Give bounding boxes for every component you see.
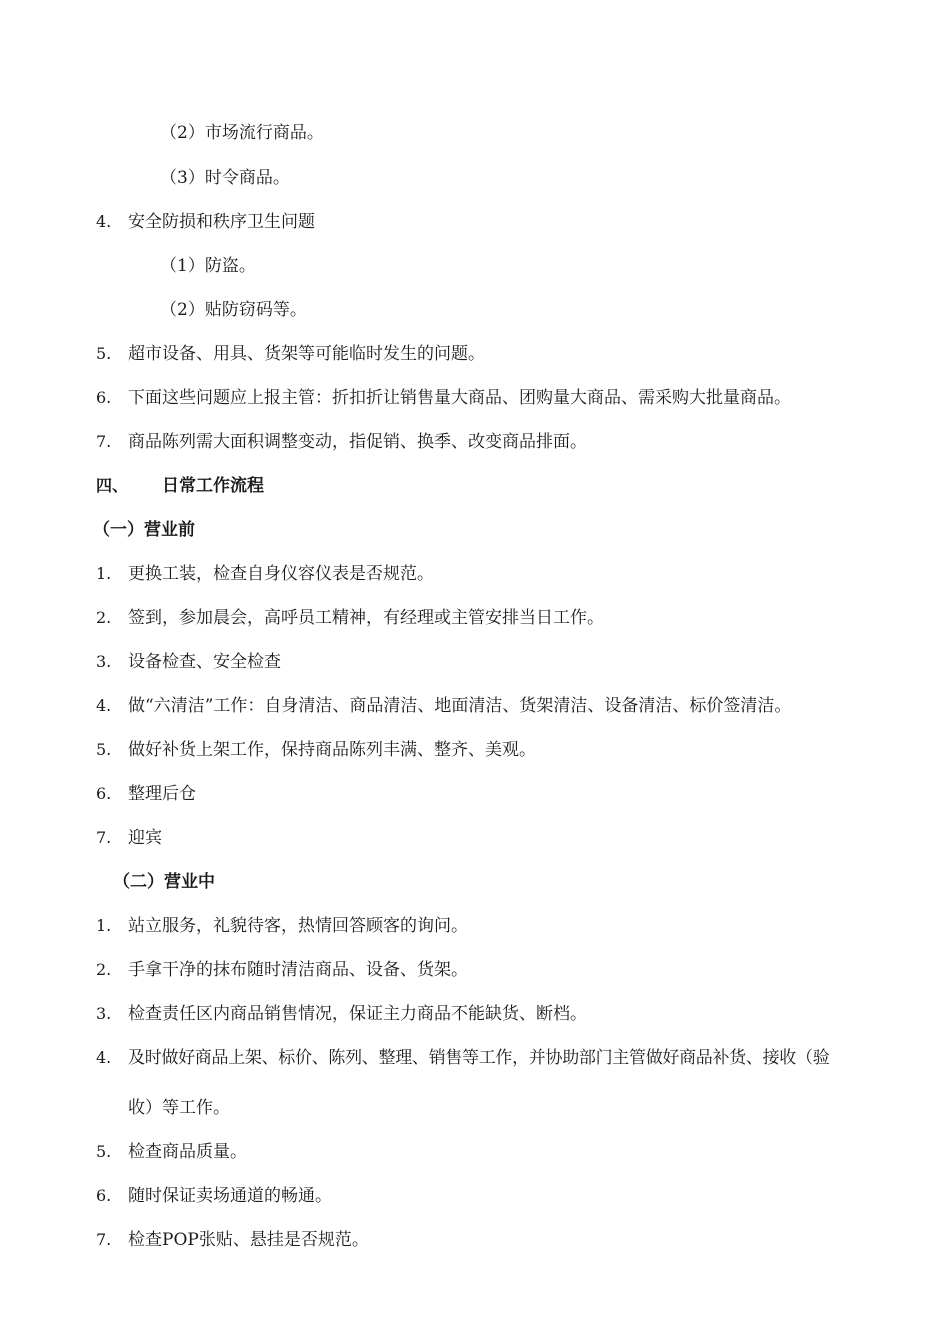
- item-number: 1.: [96, 564, 112, 583]
- item-text: 收）等工作。: [128, 1098, 230, 1118]
- item-text: 下面这些问题应上报主管：折扣折让销售量大商品、团购量大商品、需采购大批量商品。: [128, 388, 791, 408]
- item-text: 签到，参加晨会，高呼员工精神，有经理或主管安排当日工作。: [128, 608, 604, 628]
- heading-text: （二）营业中: [113, 872, 215, 892]
- heading-number: 四、: [96, 476, 129, 495]
- item-text: 做好补货上架工作，保持商品陈列丰满、整齐、美观。: [128, 740, 536, 760]
- item-text: 手拿干净的抹布随时清洁商品、设备、货架。: [128, 960, 468, 980]
- item-text: （3）时令商品。: [160, 168, 290, 188]
- item-text: 设备检查、安全检查: [128, 652, 281, 672]
- item-text: 超市设备、用具、货架等可能临时发生的问题。: [128, 344, 485, 364]
- item-text: 商品陈列需大面积调整变动，指促销、换季、改变商品排面。: [128, 432, 587, 452]
- item-text: 检查责任区内商品销售情况，保证主力商品不能缺货、断档。: [128, 1004, 587, 1024]
- item-text: 做“六清洁”工作：自身清洁、商品清洁、地面清洁、货架清洁、设备清洁、标价签清洁。: [128, 696, 792, 716]
- item-number: 4.: [96, 696, 112, 715]
- item-number: 6.: [96, 1186, 112, 1205]
- item-number: 5.: [96, 1142, 112, 1161]
- item-number: 6.: [96, 784, 112, 803]
- item-text: 迎宾: [128, 828, 162, 848]
- item-text: （2）贴防窃码等。: [160, 300, 307, 320]
- item-number: 3.: [96, 1004, 112, 1023]
- item-number: 3.: [96, 652, 112, 671]
- item-number: 7.: [96, 432, 112, 451]
- item-number: 4.: [96, 1048, 112, 1067]
- item-number: 4.: [96, 212, 112, 231]
- item-text: 检查POP张贴、悬挂是否规范。: [128, 1230, 369, 1250]
- item-number: 2.: [96, 960, 112, 979]
- item-number: 2.: [96, 608, 112, 627]
- item-text: （2）市场流行商品。: [160, 123, 324, 143]
- item-text: 整理后仓: [128, 784, 196, 804]
- item-text: 更换工装，检查自身仪容仪表是否规范。: [128, 564, 434, 584]
- item-text: 随时保证卖场通道的畅通。: [128, 1186, 332, 1206]
- item-number: 5.: [96, 740, 112, 759]
- heading-text: （一）营业前: [93, 520, 195, 540]
- item-text: 检查商品质量。: [128, 1142, 247, 1162]
- item-text: 安全防损和秩序卫生问题: [128, 212, 315, 232]
- item-number: 7.: [96, 1230, 112, 1249]
- item-number: 1.: [96, 916, 112, 935]
- heading-text: 日常工作流程: [162, 476, 264, 496]
- item-text: （1）防盗。: [160, 256, 256, 276]
- item-number: 7.: [96, 828, 112, 847]
- item-text: 及时做好商品上架、标价、陈列、整理、销售等工作，并协助部门主管做好商品补货、接收（验: [128, 1048, 830, 1068]
- item-number: 6.: [96, 388, 112, 407]
- item-number: 5.: [96, 344, 112, 363]
- item-text: 站立服务，礼貌待客，热情回答顾客的询问。: [128, 916, 468, 936]
